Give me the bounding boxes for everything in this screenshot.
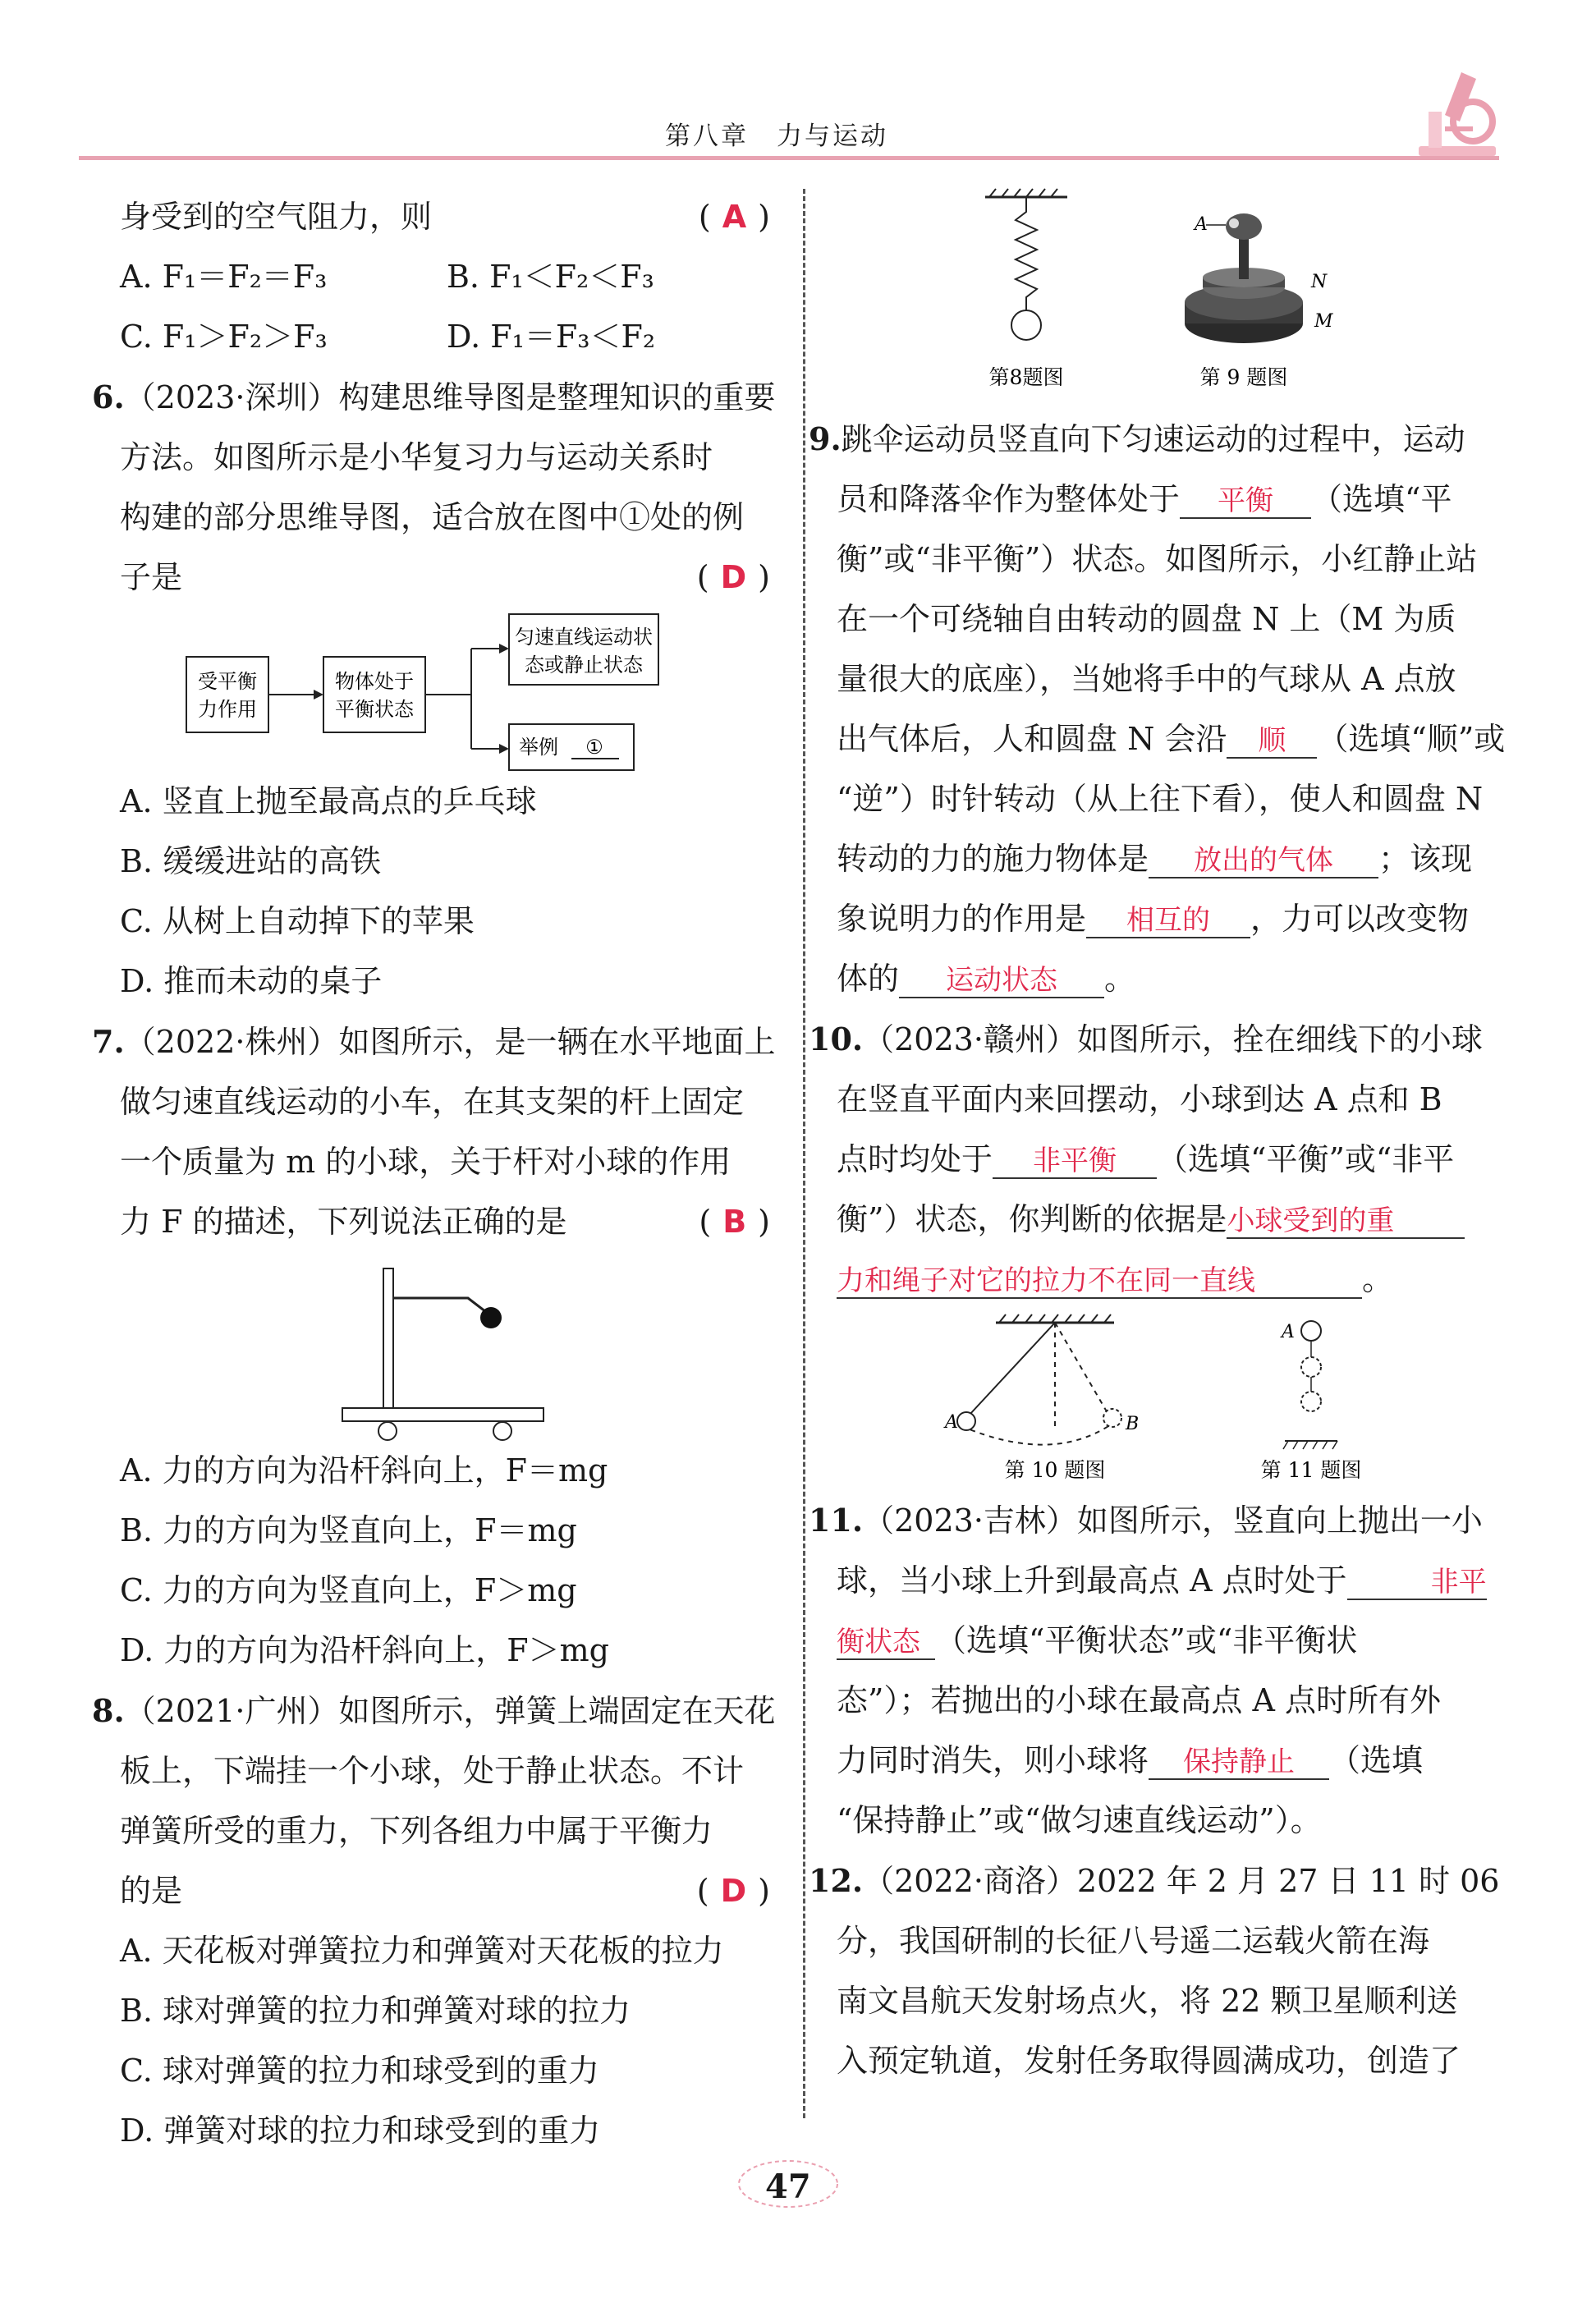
q8-option-c: C. 球对弹簧的拉力和球受到的重力 (120, 2053, 599, 2089)
q11-line: “保持静止”或“做匀速直线运动”）。 (837, 1802, 1322, 1838)
q7-line: （2022·株州）如图所示，是一辆在水平地面上 (124, 1024, 776, 1060)
q9-line: （选填“顺”或 (1317, 721, 1506, 757)
q6-line: （2023·深圳）构建思维导图是整理知识的重要 (124, 379, 776, 415)
q6-line: 方法。如图所示是小华复习力与运动关系时 (120, 439, 713, 475)
q9-blank-5[interactable]: 运动状态 (899, 964, 1104, 998)
q6-number: 6. (92, 378, 125, 415)
q11-line: 力同时消失，则小球将 (837, 1742, 1149, 1778)
figures-8-9 (809, 187, 1502, 409)
fig9-caption: 第 9 题图 (1199, 365, 1288, 389)
question-8 (92, 1681, 776, 2161)
q8-option-b: B. 球对弹簧的拉力和弹簧对球的拉力 (120, 1993, 631, 2029)
q6-option-d: D. 推而未动的桌子 (120, 963, 383, 999)
q9-line: 。 (1104, 961, 1136, 997)
q9-line: 象说明力的作用是 (837, 901, 1087, 937)
q9-line: ，力可以改变物 (1250, 901, 1470, 937)
mind-map-diagram (92, 608, 773, 772)
cart-figure (92, 1252, 773, 1441)
q8-number: 8. (92, 1692, 125, 1729)
q5-option-a: A. F₁＝F₂＝F₃ (120, 259, 328, 295)
right-column (809, 187, 1506, 2091)
q10-blank-2a[interactable]: 小球受到的重 (1227, 1204, 1465, 1239)
map-box3-line2: 态或静止状态 (525, 654, 643, 677)
q9-line: 员和降落伞作为整体处于 (837, 481, 1181, 517)
question-5 (92, 187, 773, 367)
q12-line: （2022·商洛）2022 年 2 月 27 日 11 时 06 (863, 1863, 1500, 1899)
fig8-caption: 第8题图 (988, 365, 1064, 389)
q6-line: 构建的部分思维导图，适合放在图中①处的例 (120, 499, 745, 535)
q5-answer: ( A ) (698, 199, 770, 235)
question-11 (809, 1490, 1502, 1851)
q9-number: 9. (809, 420, 842, 457)
q7-line: 力 F 的描述，下列说法正确的是 (120, 1204, 567, 1240)
fig11-caption: 第 11 题图 (1260, 1458, 1362, 1482)
fig9-label-a: A (1195, 214, 1208, 235)
q9-line: 跳伞运动员竖直向下匀速运动的过程中，运动 (841, 421, 1465, 457)
q9-line: 出气体后，人和圆盘 N 会沿 (837, 721, 1227, 757)
q5-stem: 身受到的空气阻力，则 (120, 199, 433, 235)
q8-option-d: D. 弹簧对球的拉力和球受到的重力 (120, 2112, 601, 2149)
q7-answer: ( B ) (699, 1204, 770, 1240)
q5-option-d: D. F₁＝F₃＜F₂ (447, 319, 656, 355)
q11-blank-1b[interactable]: 衡状态 (837, 1626, 935, 1660)
q12-line: 入预定轨道，发射任务取得圆满成功，创造了 (837, 2043, 1461, 2079)
question-12 (809, 1851, 1502, 2091)
q10-line: （选填“平衡”或“非平 (1157, 1141, 1455, 1177)
q11-line: 球，当小球上升到最高点 A 点时处于 (837, 1562, 1347, 1599)
q6-line: 子是 (120, 559, 183, 595)
header-rule (79, 156, 1499, 160)
figures-10-11 (809, 1310, 1502, 1490)
q10-blank-2b[interactable]: 力和绳子对它的拉力不在同一直线 (837, 1264, 1362, 1299)
q10-blank-1[interactable]: 非平衡 (993, 1145, 1157, 1179)
q11-line: （选填 (1329, 1742, 1424, 1778)
q11-line: （2023·吉林）如图所示，竖直向上抛出一小 (863, 1502, 1483, 1539)
fig9-label-m: M (1314, 311, 1333, 332)
q11-blank-2[interactable]: 保持静止 (1149, 1745, 1329, 1780)
fig9-label-n: N (1311, 272, 1328, 292)
q9-blank-1[interactable]: 平衡 (1180, 484, 1311, 519)
q7-option-c: C. 力的方向为竖直向上，F＞mg (120, 1572, 577, 1608)
fig10-label-a: A (945, 1412, 958, 1433)
q7-option-b: B. 力的方向为竖直向上，F＝mg (120, 1512, 577, 1548)
q9-blank-3[interactable]: 放出的气体 (1149, 844, 1378, 878)
map-box1-line2: 力作用 (198, 698, 257, 721)
map-box2-line1: 物体处于 (335, 670, 414, 693)
fig11-label-a: A (1282, 1322, 1295, 1342)
q5-option-b: B. F₁＜F₂＜F₃ (447, 259, 654, 295)
q11-blank-1a[interactable]: 非平 (1347, 1566, 1487, 1600)
q7-line: 一个质量为 m 的小球，关于杆对小球的作用 (120, 1144, 732, 1180)
q11-line: （选填“平衡状态”或“非平衡状 (935, 1622, 1358, 1658)
question-10 (809, 1009, 1502, 1310)
q7-option-a: A. 力的方向为沿杆斜向上，F＝mg (120, 1452, 608, 1489)
question-9 (809, 409, 1506, 1009)
q9-blank-4[interactable]: 相互的 (1086, 904, 1250, 938)
q8-answer: ( D ) (696, 1873, 770, 1909)
q7-line: 做匀速直线运动的小车，在其支架的杆上固定 (120, 1084, 745, 1120)
q6-option-b: B. 缓缓进站的高铁 (120, 843, 382, 879)
q10-line: 衡”）状态，你判断的依据是 (837, 1201, 1227, 1237)
chapter-title: 第八章 力与运动 (665, 122, 888, 151)
q10-line: 在竖直平面内来回摆动，小球到达 A 点和 B (837, 1081, 1442, 1117)
q8-option-a: A. 天花板对弹簧拉力和弹簧对天花板的拉力 (120, 1933, 724, 1969)
q8-line: 的是 (120, 1873, 183, 1909)
q9-line: 在一个可绕轴自由转动的圆盘 N 上（M 为质 (837, 601, 1456, 637)
column-divider (803, 189, 805, 2118)
question-7 (92, 1012, 776, 1681)
map-box4-label: 举例 (519, 736, 558, 759)
q10-line: 。 (1362, 1261, 1394, 1297)
q9-line: “逆”）时针转动（从上往下看），使人和圆盘 N (837, 781, 1484, 817)
q7-number: 7. (92, 1023, 125, 1060)
q8-line: 弹簧所受的重力，下列各组力中属于平衡力 (120, 1813, 713, 1849)
q9-line: 转动的力的施力物体是 (837, 841, 1149, 877)
map-box2-line2: 平衡状态 (335, 698, 414, 721)
q9-line: ；该现 (1378, 841, 1473, 877)
left-column (92, 187, 776, 2161)
q10-number: 10. (809, 1021, 864, 1057)
q11-line: 态”）；若抛出的小球在最高点 A 点时所有外 (837, 1682, 1442, 1718)
q5-option-c: C. F₁＞F₂＞F₃ (120, 319, 328, 355)
question-6 (92, 367, 776, 1012)
q9-blank-2[interactable]: 顺 (1227, 724, 1317, 759)
q9-line: 体的 (837, 961, 900, 997)
map-box3-line1: 匀速直线运动状 (515, 626, 653, 649)
q10-line: （2023·赣州）如图所示，拴在细线下的小球 (863, 1021, 1483, 1057)
q6-option-c: C. 从树上自动掉下的苹果 (120, 903, 475, 939)
q12-number: 12. (809, 1862, 864, 1899)
q11-number: 11. (809, 1502, 864, 1539)
q6-option-a: A. 竖直上抛至最高点的乒乓球 (120, 783, 537, 819)
q10-line: 点时均处于 (837, 1141, 993, 1177)
microscope-icon (1412, 64, 1502, 163)
map-blank-circle-1: ① (585, 736, 603, 759)
q7-option-d: D. 力的方向为沿杆斜向上，F＞mg (120, 1632, 609, 1668)
q9-line: （选填“平 (1311, 481, 1452, 517)
page-number: 47 (765, 2168, 811, 2206)
q9-line: 量很大的底座），当她将手中的气球从 A 点放 (837, 661, 1456, 697)
map-box1-line1: 受平衡 (198, 670, 257, 693)
fig10-caption: 第 10 题图 (1004, 1458, 1106, 1482)
q8-line: 板上，下端挂一个小球，处于静止状态。不计 (120, 1753, 745, 1789)
q12-line: 分，我国研制的长征八号遥二运载火箭在海 (837, 1923, 1430, 1959)
q12-line: 南文昌航天发射场点火，将 22 颗卫星顺利送 (837, 1983, 1458, 2019)
q9-line: 衡”或“非平衡”）状态。如图所示，小红静止站 (837, 541, 1478, 577)
fig10-label-b: B (1126, 1414, 1140, 1434)
q8-line: （2021·广州）如图所示，弹簧上端固定在天花 (124, 1693, 776, 1729)
q6-answer: ( D ) (696, 559, 770, 595)
